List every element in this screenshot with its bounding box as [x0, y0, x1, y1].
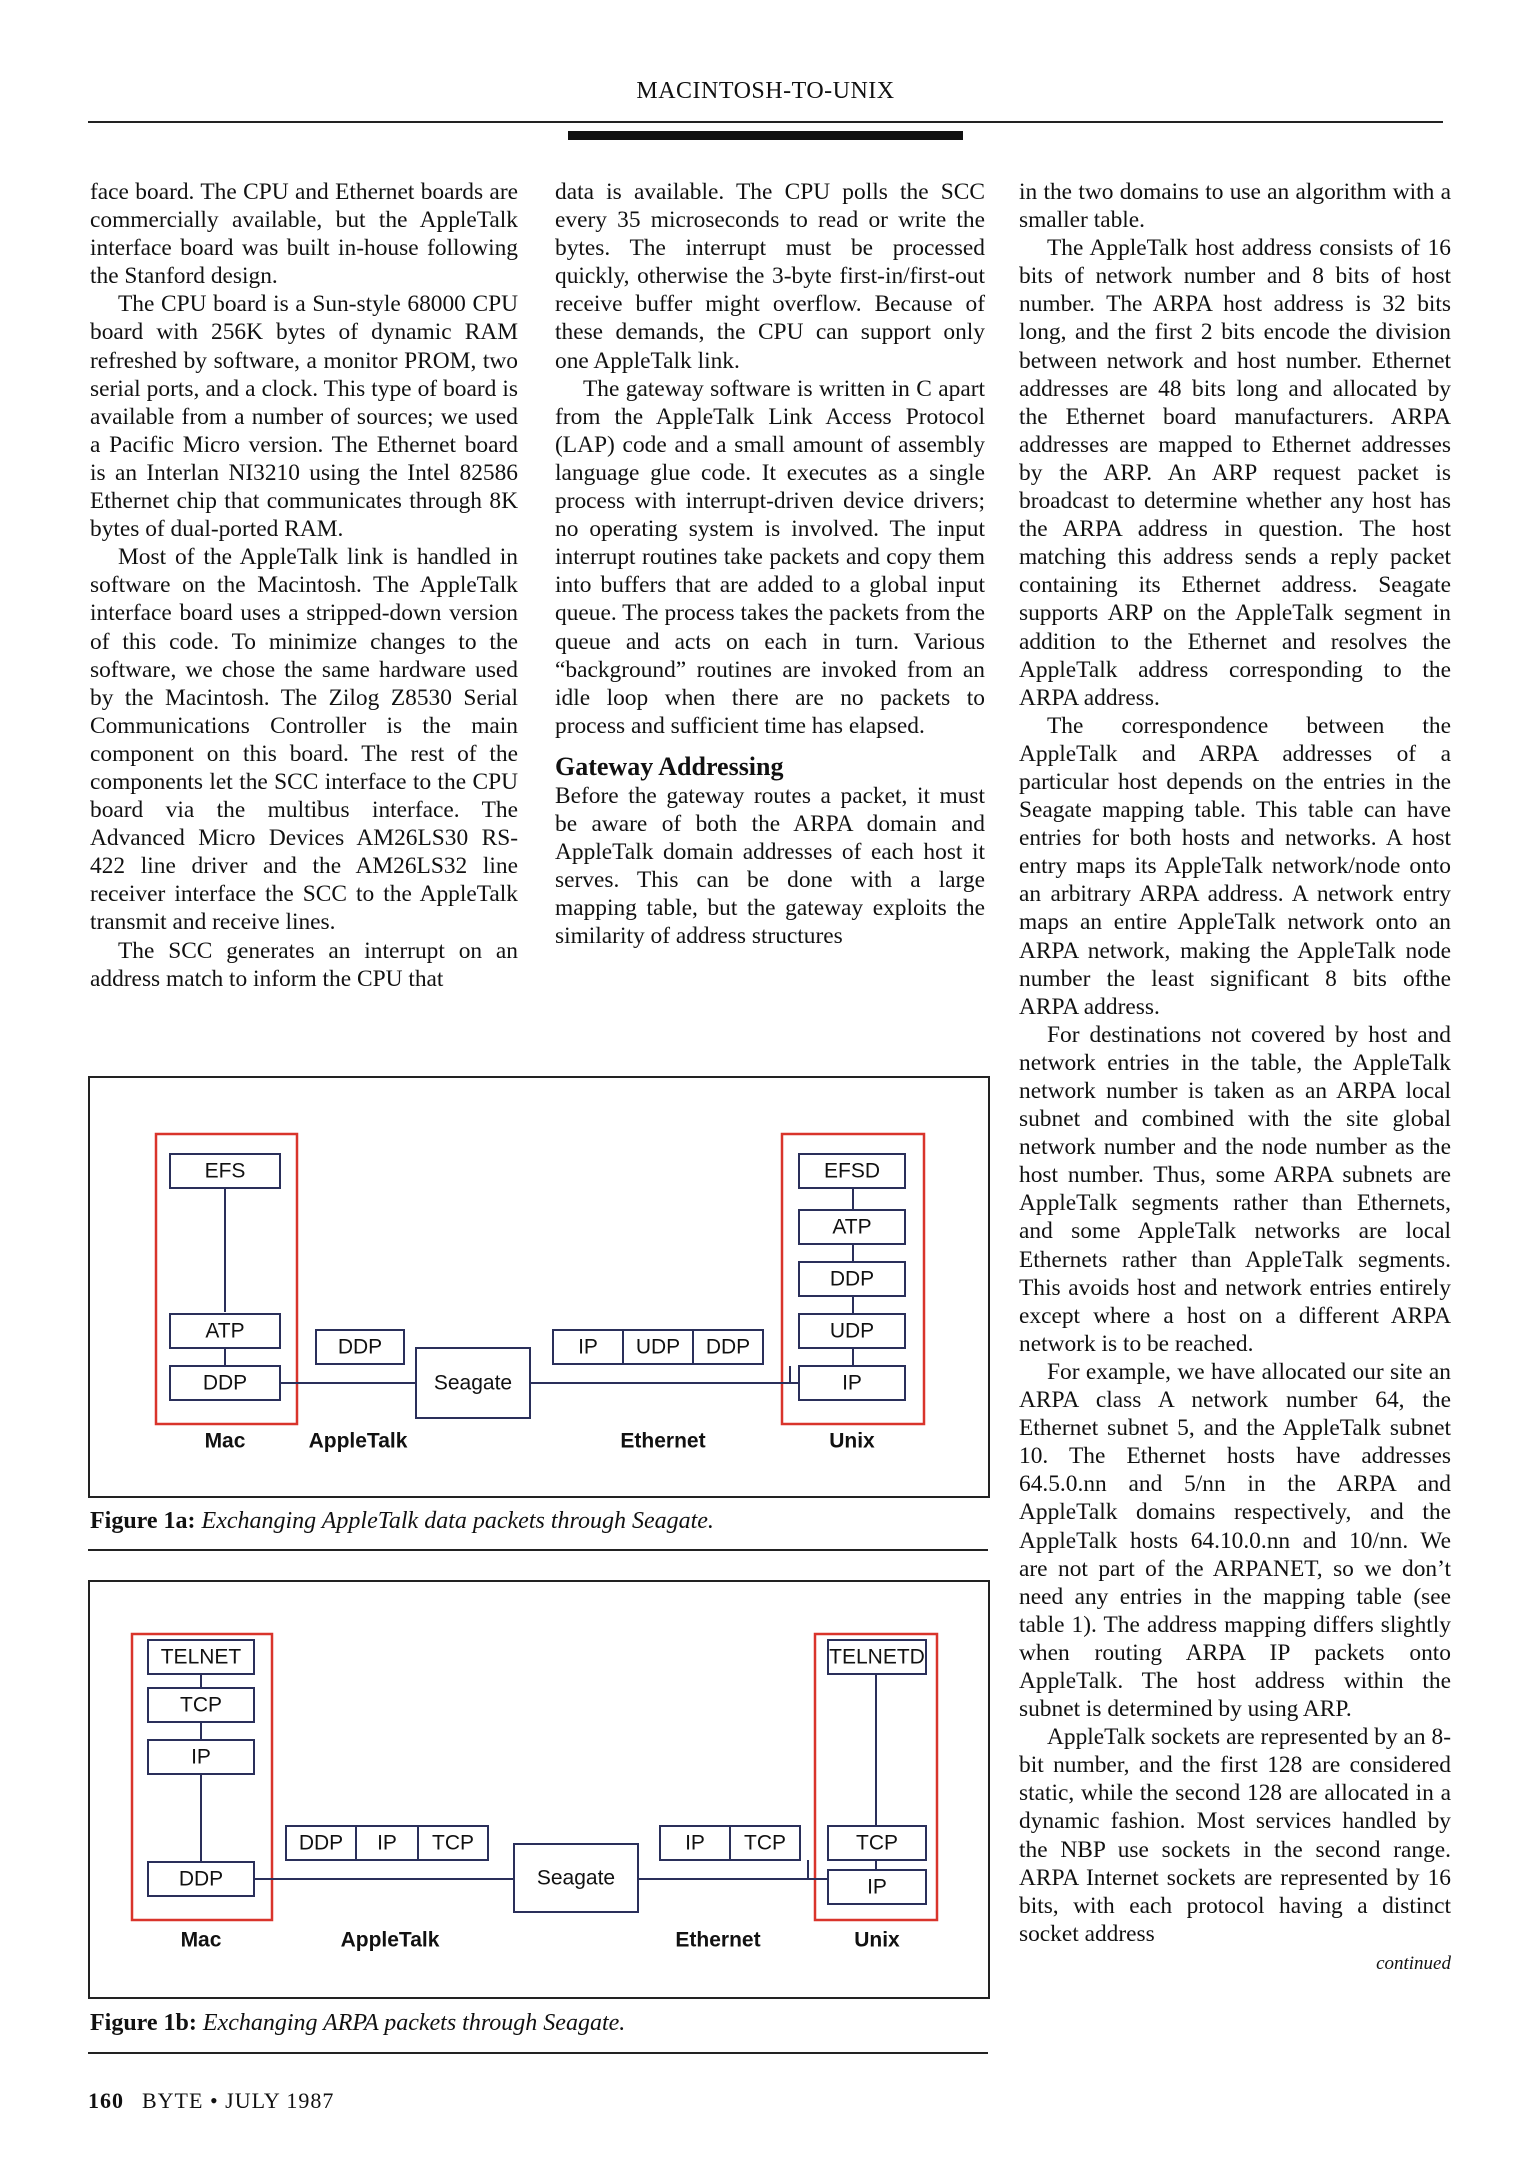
article-column-2: [555, 178, 985, 950]
paragraph: The gateway software is written in C apart from the AppleTalk Link Access Protocol (LAP) code and a small amount of assembly language glue code. It executes as a single process with interrupt-driven device drivers; no operating system is involved. The input interrupt routines take packets and copy them into buffers that are added to a global input queue. The process takes the packets from the queue and acts on each in turn. Various “background” routines are invoked from an idle loop when there are no packets to process and sufficient time has elapsed.: [555, 375, 985, 739]
caption-rule: [88, 2052, 988, 2054]
network-label: Ethernet: [675, 1928, 761, 1952]
caption-label: Figure 1a:: [90, 1508, 196, 1534]
gateway-label: Seagate: [536, 1866, 616, 1890]
layer-label: IP: [191, 1745, 211, 1769]
paragraph: For destinations not covered by host and network entries in the table, the AppleTalk network number is taken as an ARPA local subnet and combined with the site global network number and the node number as the host number. Thus, some ARPA subnets are AppleTalk segments rather than Ethernets, and some AppleTalk networks are local Ethernets rather than AppleTalk segments. This avoids host and network entries entirely except where a host on a different ARPA network is to be reached.: [1019, 1021, 1451, 1357]
network-label: Unix: [829, 1429, 875, 1453]
packet-label: UDP: [635, 1335, 681, 1359]
page-number: 160: [88, 2088, 124, 2113]
layer-label: EFS: [204, 1159, 246, 1183]
layer-label: IP: [842, 1371, 862, 1395]
article-column-1: [90, 178, 518, 993]
packet-label: IP: [578, 1335, 598, 1359]
layer-label: TELNET: [160, 1645, 242, 1669]
layer-label: TCP: [856, 1831, 898, 1855]
footer-separator: •: [209, 2088, 219, 2113]
network-label: Mac: [204, 1429, 246, 1453]
layer-label: TELNETD: [829, 1645, 925, 1669]
figure-1b-diagram: [88, 1580, 990, 1999]
network-label: Ethernet: [620, 1429, 706, 1453]
network-label: AppleTalk: [308, 1429, 408, 1453]
page-footer: [88, 2088, 334, 2114]
paragraph: Most of the AppleTalk link is handled in software on the Macintosh. The AppleTalk interface board uses a stripped-down version of this code. To minimize changes to the software, we chose the same hardware used by the Macintosh. The Zilog Z8530 Serial Communications Controller is the main component on this board. The rest of the components let the SCC interface to the CPU board via the multibus interface. The Advanced Micro Devices AM26LS30 RS-422 line driver and the AM26LS32 line receiver interface the SCC to the AppleTalk transmit and receive lines.: [90, 544, 518, 936]
paragraph: AppleTalk sockets are represented by an 8-bit number, and the first 128 are considered static, while the second 128 are allocated in a dynamic fashion. Most services handled by the NBP use sockets in the second range. ARPA Internet sockets are represented by 16 bits, with each protocol having a distinct socket address: [1019, 1724, 1451, 1947]
layer-label: DDP: [178, 1867, 224, 1891]
layer-label: IP: [867, 1875, 887, 1899]
caption-rule: [88, 1549, 988, 1551]
network-label: AppleTalk: [340, 1928, 440, 1952]
header-rule: [88, 121, 1443, 123]
packet-label: IP: [377, 1831, 397, 1855]
packet-label: IP: [685, 1831, 705, 1855]
gateway-label: Seagate: [433, 1371, 513, 1395]
header-accent-bar: [568, 131, 963, 140]
paragraph: The AppleTalk host address consists of 16 bits of network number and 8 bits of host number. The ARPA host address is 32 bits long, and the first 2 bits encode the division between network and host number. Ethernet addresses are 48 bits long and allocated by the Ethernet board manufacturers. ARPA addresses are mapped to Ethernet addresses by the ARP. An ARP request packet is broadcast to determine whether any host has the ARPA address in question. The host matching this address sends a reply packet containing its Ethernet address. Seagate supports ARP on the AppleTalk segment in addition to the Ethernet and resolves the AppleTalk address corresponding to the ARPA address.: [1019, 235, 1451, 711]
figure-1a-diagram: [88, 1076, 990, 1498]
paragraph: face board. The CPU and Ethernet boards are commercially available, but the AppleTalk interface board was built in-house following the Stanford design.: [90, 179, 518, 290]
caption-text: Exchanging AppleTalk data packets through Seagate.: [201, 1508, 714, 1534]
paragraph: in the two domains to use an algorithm with a smaller table.: [1019, 179, 1451, 234]
issue-date: JULY 1987: [225, 2088, 335, 2113]
layer-label: ATP: [205, 1319, 245, 1343]
figure-1a-caption: [90, 1508, 990, 1535]
layer-label: EFSD: [823, 1159, 881, 1183]
paragraph: The CPU board is a Sun-style 68000 CPU board with 256K bytes of dynamic RAM refreshed by software, a monitor PROM, two serial ports, and a clock. This type of board is available from a number of sources; we used a Pacific Micro version. The Ethernet board is an Interlan NI3210 using the Intel 82586 Ethernet chip that communicates through 8K bytes of dual-ported RAM.: [90, 291, 518, 543]
paragraph: data is available. The CPU polls the SCC every 35 microseconds to read or write the bytes. The interrupt must be processed quickly, otherwise the 3-byte first-in/first-out receive buffer might overflow. Because of these demands, the CPU can support only one AppleTalk link.: [555, 179, 985, 374]
article-column-3: [1019, 178, 1451, 1976]
layer-label: DDP: [829, 1267, 875, 1291]
paragraph: For example, we have allocated our site an ARPA class A network number 64, the Ethernet subnet 5, and the AppleTalk subnet 10. The Ethernet hosts have addresses 64.5.0.nn and 5/nn in the ARPA and AppleTalk domains respectively, and the AppleTalk hosts 64.10.0.nn and 10/nn. We are not part of the ARPANET, so we don’t need any entries in the mapping table (see table 1). The address mapping differs slightly when routing ARPA IP packets onto AppleTalk. The host address within the subnet is determined by using ARP.: [1019, 1358, 1451, 1723]
layer-label: ATP: [832, 1215, 872, 1239]
layer-label: TCP: [180, 1693, 222, 1717]
packet-label: DDP: [705, 1335, 751, 1359]
packet-label: TCP: [744, 1831, 786, 1855]
network-label: Mac: [180, 1928, 222, 1952]
paragraph: Before the gateway routes a packet, it must be aware of both the ARPA domain and AppleTalk domain addresses of each host it serves. This can be done with a large mapping table, but the gateway exploits the similarity of address structures: [555, 782, 985, 950]
layer-label: DDP: [202, 1371, 248, 1395]
network-label: Unix: [854, 1928, 900, 1952]
paragraph: The SCC generates an interrupt on an address match to inform the CPU that: [90, 937, 518, 992]
section-heading: Gateway Addressing: [555, 751, 784, 781]
running-header: MACINTOSH-TO-UNIX: [636, 78, 895, 104]
magazine-name: BYTE: [142, 2088, 204, 2113]
caption-text: Exchanging ARPA packets through Seagate.: [202, 2010, 626, 2036]
layer-label: UDP: [829, 1319, 875, 1343]
packet-label: DDP: [337, 1335, 383, 1359]
continued-note: continued: [1376, 1952, 1451, 1974]
figure-1b-caption: [90, 2010, 990, 2037]
packet-label: TCP: [432, 1831, 474, 1855]
packet-label: DDP: [298, 1831, 344, 1855]
caption-label: Figure 1b:: [90, 2010, 197, 2036]
paragraph: The correspondence between the AppleTalk and ARPA addresses of a particular host depends on the entries in the Seagate mapping table. This table can have entries for both hosts and networks. A host entry maps its AppleTalk network/node onto an arbitrary ARPA address. A network entry maps an entire AppleTalk network onto an ARPA network, making the AppleTalk node number the least significant 8 bits ofthe ARPA address.: [1019, 712, 1451, 1020]
